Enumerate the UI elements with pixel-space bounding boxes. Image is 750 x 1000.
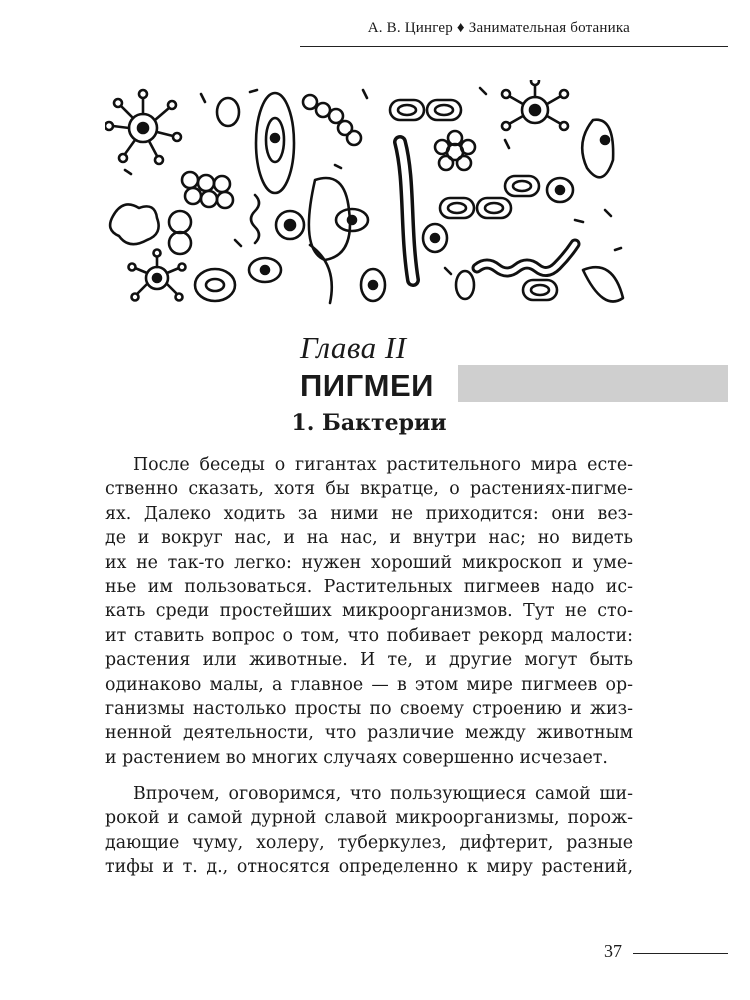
text-line: После беседы о гигантах растительного мира есте- [133,455,633,475]
text-line: рокой и самой дурной славой микроорганизмы, порож- [105,808,633,829]
text-line: ит ставить вопрос о том, что побивает рекорд малости: [105,625,633,646]
text-line: их не так-то легко: нужен хороший микроскоп и уме- [105,552,633,573]
paragraph [105,453,633,770]
body-text [105,453,633,880]
virus-left [105,90,181,164]
text-line: дающие чуму, холеру, туберкулез, дифтерит, разные [105,832,633,853]
running-header: А. В. Цингер ♦ Занимательная ботаника [367,20,630,36]
text-line: кать среди простейших микроорганизмов. Тут не сто- [105,601,633,622]
chapter-gray-bar [458,365,728,402]
text-line: ственно сказать, хотя бы вкратце, о растениях-пигме- [105,479,633,500]
text-line: ганизмы настолько просты по своему строению и жиз- [105,698,633,719]
page-number: 37 [604,941,622,961]
text-line: и растением во многих случаях совершенно исчезает. [105,747,608,768]
chapter-title: ПИГМЕИ [300,368,434,403]
text-line: одинаково малы, а главное — в этом мире пигмеев ор- [105,674,633,695]
section-title: 1. Бактерии [291,410,447,436]
header-rule [300,46,728,47]
text-line: Впрочем, оговоримся, что пользующиеся самой ши- [133,784,633,805]
footer-rule [633,953,728,954]
microorganisms-illustration [105,80,628,308]
text-line: растения или животные. И те, и другие могут быть [105,650,633,671]
paragraph [105,782,633,880]
text-line: нье им пользоваться. Растительных пигмеев надо ис- [105,576,633,597]
text-line: ях. Далеко ходить за ними не приходится: они вез- [105,503,633,524]
text-line: де и вокруг нас, и на нас, и внутри нас; но видеть [105,528,633,549]
text-line: ненной деятельности, что различие между животным [105,723,633,744]
text-line: тифы и т. д., относятся определенно к миру растений, [105,857,633,878]
chapter-label: Глава II [300,330,407,365]
